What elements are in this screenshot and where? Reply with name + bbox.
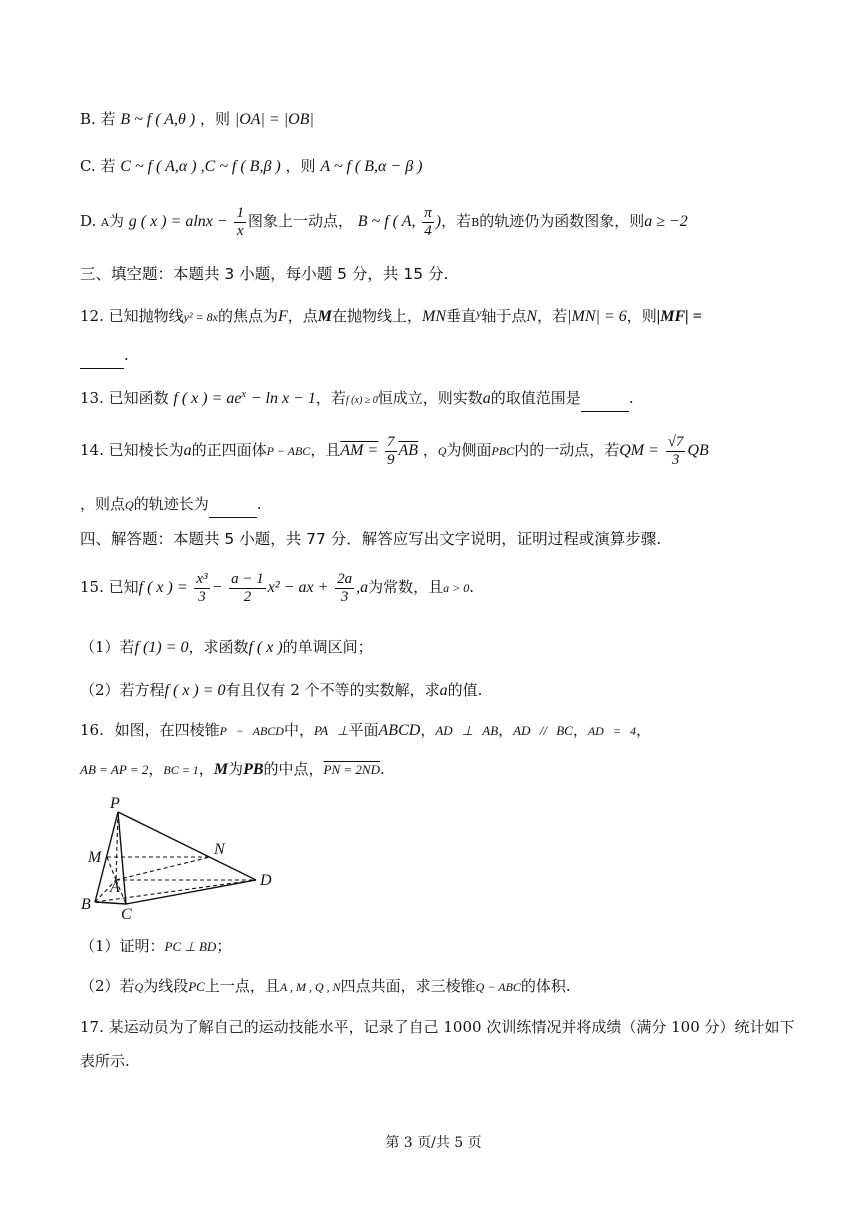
edge-pa <box>116 812 118 880</box>
fraction-7-9: $\frac{7}{9}$ <box>387 433 395 468</box>
question-13: 13. 已知函数 f ( x ) = $ae^x - \ln x - 1$，若f (x) ≥ 0恒成立，则实数a的取值范围是 . <box>80 384 634 412</box>
question-14: 14. 已知棱长为a的正四面体P − ABC，且AM = $\frac{7}{9}$ $\overline{AB}$ ，Q为侧面PBC内的一动点，若QM = $\frac{√7}{3}$ QB <box>80 433 709 468</box>
question-15: 15. 已知f ( x ) = $\frac{\text{x³}}{3}$ − $\frac{a - 1}{2}$ x² − ax + $\frac{2a}{3}$ ,a为常数，且a > 0. <box>80 570 475 605</box>
section-three-heading: 三、填空题：本题共 3 小题，每小题 5 分，共 15 分. <box>80 265 449 283</box>
question-16: 16. 如图，在四棱锥P − ABCD中，PA ⊥平面ABCD，AD ⊥ AB，AD // BC，AD = 4， <box>80 721 651 739</box>
question-16-part-1: （1）证明：PC ⊥ BD； <box>80 937 232 955</box>
fraction-sqrt7-3: $\frac{√7}{3}$ <box>667 433 684 468</box>
question-14-cont: ，则点Q的轨迹长为 . <box>80 493 261 518</box>
question-12-answer: . <box>80 344 129 369</box>
option-c: C. 若 C ~ f ( A,α ) ,C ~ f ( B,β ) ，则 A ~ f ( B,α − β ) <box>80 157 423 175</box>
option-d: D. A为 g ( x ) = alnx − $\frac{1}{x}$ 图象上一动点， B ~ f ( A, $\frac{\pi}{4}$ )，若B的轨迹仍为函数图象，则a ≥ −2 <box>80 204 688 239</box>
question-17-cont: 表所示. <box>80 1052 130 1070</box>
label-m: M <box>88 849 102 866</box>
fraction-pi-over-4: $\frac{\pi}{4}$ <box>424 204 432 239</box>
question-15-part-2: （2）若方程f ( x ) = 0有且仅有 2 个不等的实数解，求a的值. <box>80 681 483 699</box>
question-16-part-2: （2）若Q为线段PC上一点，且A , M , Q , N四点共面，求三棱锥Q − ABC的体积. <box>80 977 571 995</box>
label-n: N <box>214 841 225 858</box>
section-four-heading: 四、解答题：本题共 5 小题，共 77 分．解答应写出文字说明，证明过程或演算步骤. <box>80 530 662 548</box>
question-16-cont: AB = AP = 2，BC = 1，M为PB的中点，PN = 2ND. <box>80 760 385 778</box>
label-b: B <box>81 896 91 913</box>
question-15-part-1: （1）若f (1) = 0，求函数f ( x )的单调区间； <box>80 638 373 656</box>
segment-ma <box>107 857 116 880</box>
label-c: C <box>121 906 132 922</box>
segment-an <box>116 857 210 880</box>
answer-blank <box>209 495 257 518</box>
answer-blank <box>80 346 124 369</box>
page-footer: 第 3 页/共 5 页 <box>385 1135 482 1151</box>
question-17: 17. 某运动员为了解自己的运动技能水平，记录了自己 1000 次训练情况并将成绩（满分 100 分）统计如下 <box>80 1018 795 1036</box>
fraction-1-over-x: $\frac{1}{x}$ <box>236 204 244 239</box>
answer-blank <box>581 389 629 412</box>
option-b: B. 若 B ~ f ( A,θ ) ，则 |OA| = |OB| <box>80 110 314 128</box>
pyramid-figure <box>78 792 288 922</box>
fraction-x3-3: $\frac{\text{x³}}{3}$ <box>196 570 208 605</box>
label-d: D <box>260 872 272 889</box>
edge-bc <box>95 902 126 904</box>
question-12: 12. 已知抛物线y² = 8x的焦点为F，点M在抛物线上，MN垂直$^y$轴于点N，若|MN| = 6，则|MF| = <box>80 306 702 325</box>
label-p: P <box>110 795 120 812</box>
label-a: A <box>110 879 120 896</box>
edge-cd <box>126 880 256 904</box>
fraction-2a-3: $\frac{2a}{3}$ <box>337 570 353 605</box>
fraction-a-1-2: $\frac{a - 1}{2}$ <box>231 570 264 605</box>
edge-pd <box>118 812 256 880</box>
